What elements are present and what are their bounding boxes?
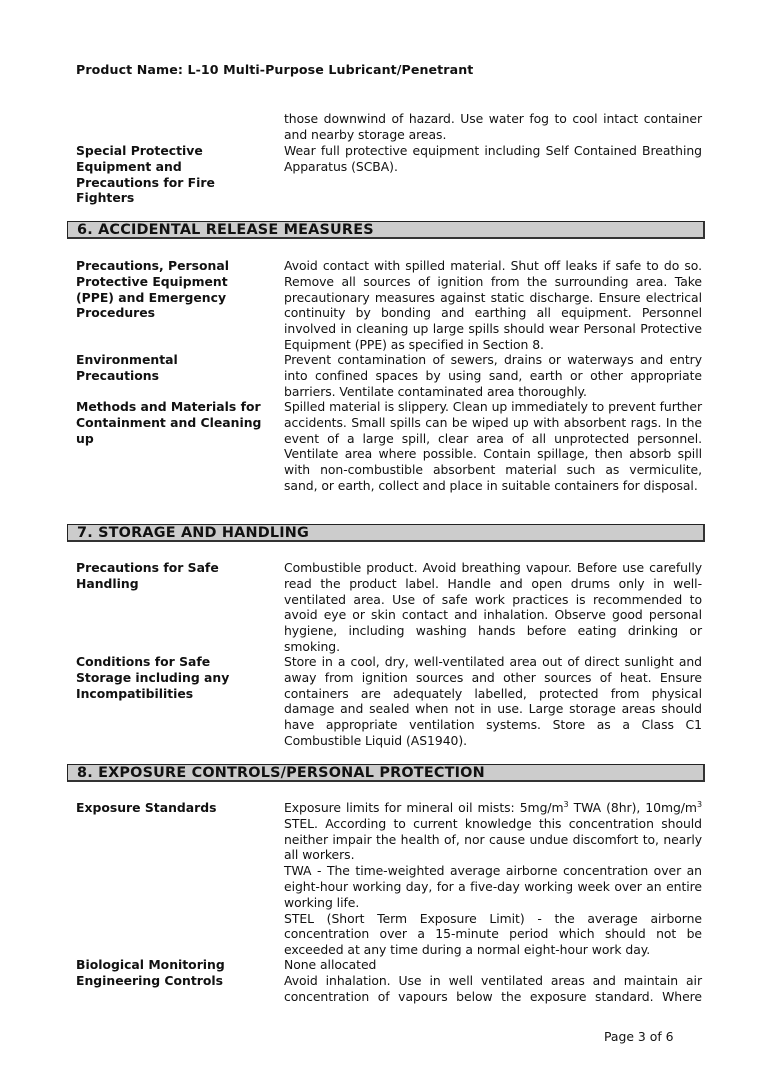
entry-label: Exposure Standards (76, 800, 217, 815)
text-span: STEL. According to current knowledge this concentration should neither impair the health of, nor cause undue discomfort to, nearly all workers. (284, 815, 702, 863)
entry-text: Avoid inhalation. Use in well ventilated areas and maintain air concentration of vapours below the exposure standard. Where (284, 973, 702, 1004)
entry-text: Avoid contact with spilled material. Shut off leaks if safe to do so. Remove all sources of ignition from the surrounding area. Take precautionary measures against static discharge. Ensure electrical continuity by bonding and earthing all equipment. Personnel involved in cleaning up large spills should wear Personal Protective Equipment (PPE) as specified in Section 8. (284, 258, 702, 352)
entry-label: Precautions for Safe Handling (76, 560, 219, 591)
section-6-header (67, 221, 705, 239)
fire-fighters-text: Wear full protective equipment including Self Contained Breathing Apparatus (SCBA). (284, 143, 702, 174)
section-6-title: 6. ACCIDENTAL RELEASE MEASURES (77, 222, 374, 238)
entry-label: Biological Monitoring (76, 957, 225, 972)
entry-label: Precautions, Personal Protective Equipment (PPE) and Emergency Procedures (76, 258, 229, 321)
entry-label: Methods and Materials for Containment and Cleaning up (76, 399, 262, 446)
superscript: 3 (696, 800, 702, 809)
twa-definition-paragraph: TWA - The time-weighted average airborne concentration over an eight-hour working day, for a five-day working week over an entire working life. (284, 863, 702, 910)
product-name-header: Product Name: L-10 Multi-Purpose Lubricant/Penetrant (76, 62, 474, 77)
superscript: 3 (563, 800, 569, 809)
text-span: Exposure limits for mineral oil mists: 5mg/m (284, 800, 564, 815)
section-8-header (67, 764, 705, 782)
section-7-title: 7. STORAGE AND HANDLING (77, 525, 310, 541)
entry-text (284, 800, 702, 958)
entry-label: Environmental Precautions (76, 352, 178, 383)
entry-text: Spilled material is slippery. Clean up immediately to prevent further accidents. Small spills can be wiped up with absorbent rags. In the event of a large spill, clear area of all unprotected personnel. Ventilate area where possible. Contain spillage, then absorb spill with non-combustible absorbent material such as vermiculite, sand, or earth, collect and place in suitable containers for disposal. (284, 399, 702, 493)
continuation-text: those downwind of hazard. Use water fog to cool intact container and nearby storage areas. (284, 111, 702, 142)
entry-text: Combustible product. Avoid breathing vapour. Before use carefully read the product label. Handle and open drums only in well-ventilated area. Use of safe work practices is recommended to avoid eye or skin contact and inhalation. Observe good personal hygiene, including washing hands before eating drinking or smoking. (284, 560, 702, 654)
entry-label: Conditions for Safe Storage including any Incompatibilities (76, 654, 230, 701)
section-8-title: 8. EXPOSURE CONTROLS/PERSONAL PROTECTION (77, 765, 485, 781)
entry-text: Prevent contamination of sewers, drains or waterways and entry into confined spaces by using sand, earth or other appropriate barriers. Ventilate contaminated area thoroughly. (284, 352, 702, 399)
entry-text: None allocated (284, 957, 377, 972)
fire-fighters-label: Special Protective Equipment and Precautions for Fire Fighters (76, 143, 215, 206)
stel-definition-paragraph: STEL (Short Term Exposure Limit) - the average airborne concentration over a 15-minute period which should not be exceeded at any time during a normal eight-hour work day. (284, 910, 702, 958)
entry-label: Engineering Controls (76, 973, 223, 988)
page-indicator: Page 3 of 6 (604, 1029, 674, 1044)
section-7-header (67, 524, 705, 542)
exposure-limits-paragraph (284, 800, 702, 863)
entry-text: Store in a cool, dry, well-ventilated area out of direct sunlight and away from ignition sources and other sources of heat. Ensure containers are adequately labelled, protected from physical damage and sealed when not in use. Large storage areas should have appropriate ventilation systems. Store as a Class C1 Combustible Liquid (AS1940). (284, 654, 702, 748)
text-span: TWA (8hr), 10mg/m (568, 800, 697, 815)
